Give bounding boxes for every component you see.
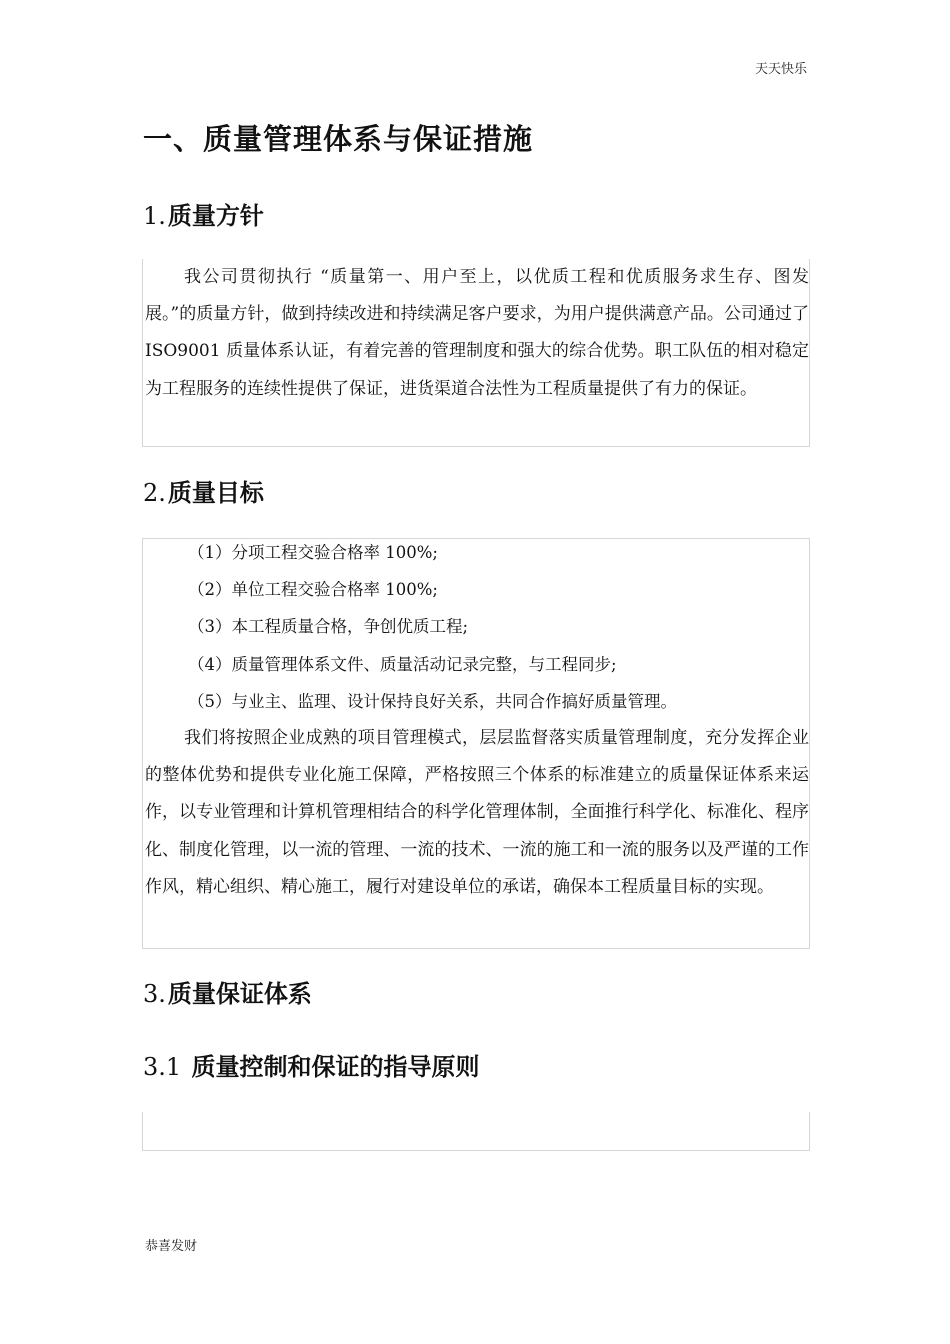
section-heading-quality-policy bbox=[143, 196, 264, 231]
goal-item: （5）与业主、监理、设计保持良好关系，共同合作搞好质量管理。 bbox=[188, 691, 677, 711]
page-header: 天天快乐 bbox=[754, 62, 807, 77]
goal-item: （4）质量管理体系文件、质量活动记录完整，与工程同步; bbox=[188, 654, 617, 674]
section-title: 质量方针 bbox=[167, 202, 264, 230]
section-number: 2. bbox=[143, 479, 166, 507]
quality-goals-box bbox=[142, 538, 810, 949]
goal-item: （2）单位工程交验合格率 100%; bbox=[188, 580, 438, 600]
subsection-heading-guiding-principles bbox=[143, 1047, 480, 1082]
document-title: 一、质量管理体系与保证措施 bbox=[143, 122, 534, 156]
empty-content-box bbox=[142, 1112, 810, 1151]
goal-item: （1）分项工程交验合格率 100%; bbox=[188, 543, 438, 562]
quality-policy-paragraph: 我公司贯彻执行 “质量第一、用户至上，以优质工程和优质服务求生存、图发展。”的质量方针，做到持续改进和持续满足客户要求，为用户提供满意产品。公司通过了 ISO9001 质量体系认证，有着完善的管理制度和强大的综合优势。职工队伍的相对稳定为工程服务的连续性提供了保证，进货渠道合法性为工程质量提供了有力的保证。 bbox=[145, 267, 809, 399]
quality-goals-paragraph: 我们将按照企业成熟的项目管理模式，层层监督落实质量管理制度，充分发挥企业的整体优势和提供专业化施工保障，严格按照三个体系的标准建立的质量保证体系来运作，以专业管理和计算机管理相结合的科学化管理体制，全面推行科学化、标准化、程序化、制度化管理，以一流的管理、一流的技术、一流的施工和一流的服务以及严谨的工作作风，精心组织、精心施工，履行对建设单位的承诺，确保本工程质量目标的实现。 bbox=[145, 728, 809, 897]
section-heading-quality-goals bbox=[143, 473, 264, 508]
quality-policy-box bbox=[142, 259, 810, 447]
section-title: 质量保证体系 bbox=[167, 980, 312, 1008]
section-title: 质量控制和保证的指导原则 bbox=[191, 1053, 480, 1081]
section-number: 3. bbox=[143, 980, 166, 1008]
page-footer: 恭喜发财 bbox=[145, 1239, 198, 1254]
goal-item: （3）本工程质量合格，争创优质工程; bbox=[188, 617, 469, 637]
section-heading-quality-assurance-system bbox=[143, 974, 312, 1009]
section-number: 3.1 bbox=[143, 1053, 182, 1081]
section-number: 1. bbox=[143, 202, 166, 230]
section-title: 质量目标 bbox=[167, 479, 264, 507]
